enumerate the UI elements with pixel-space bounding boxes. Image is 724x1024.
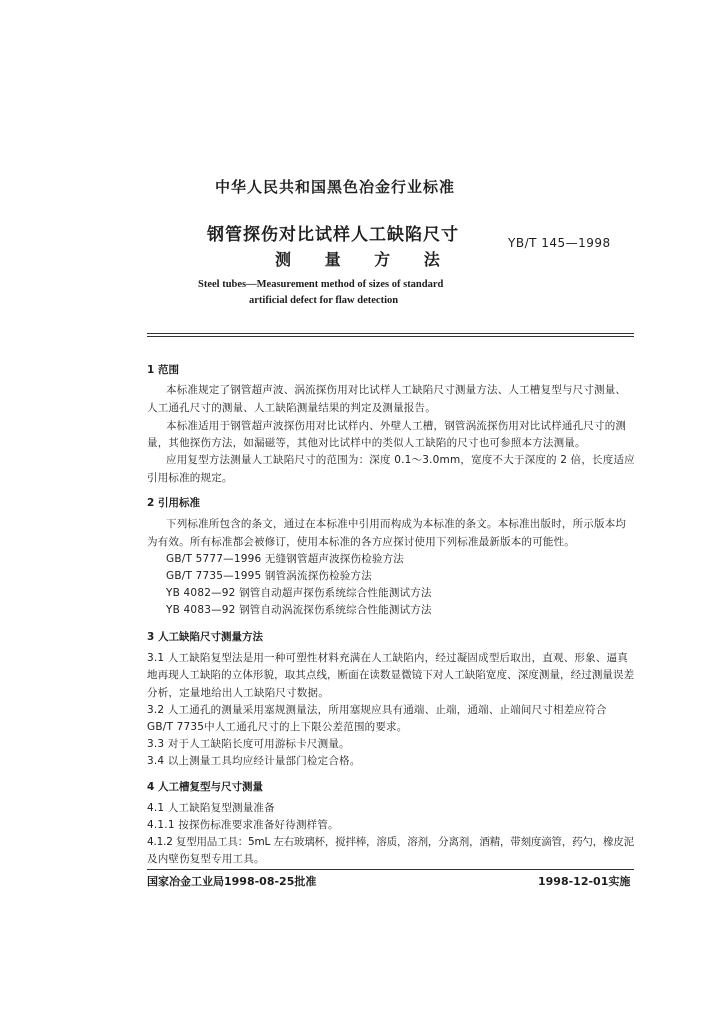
section-2-para-line1: 下列标准所包含的条文，通过在本标准中引用而构成为本标准的条文。本标准出版时，所示版本均 [166, 518, 627, 530]
reference-item: GB/T 7735—1995 钢管涡流探伤检验方法 [166, 570, 372, 582]
clause-4-1-2-line2: 及内壁伤复型专用工具。 [147, 853, 265, 865]
approval-date: 国家冶金工业局1998-08-25批准 [147, 875, 317, 888]
header-divider-bottom [147, 336, 634, 337]
section-2-heading: 2 引用标准 [147, 497, 200, 509]
section-1-para3-line1: 应用复型方法测量人工缺陷尺寸的范围为：深度 0.1～3.0mm，宽度不大于深度的 2 倍，长度适应 [166, 454, 635, 466]
document-title-line2: 测 量 方 法 [275, 250, 454, 269]
section-2-para-line2: 为有效。所有标准都会被修订，使用本标准的各方应探讨使用下列标准最新版本的可能性。 [147, 536, 575, 548]
document-title-line1: 钢管探伤对比试样人工缺陷尺寸 [207, 225, 459, 245]
english-title-line2: artificial defect for flaw detection [249, 295, 399, 306]
section-1-para1-line1: 本标准规定了钢管超声波、涡流探伤用对比试样人工缺陷尺寸测量方法、人工槽复型与尺寸测量、 [166, 384, 627, 396]
section-1-para2-line2: 量，其他探伤方法，如漏磁等，其他对比试样中的类似人工缺陷的尺寸也可参照本方法测量。 [147, 437, 586, 449]
section-4-heading: 4 人工槽复型与尺寸测量 [147, 781, 263, 793]
clause-3-2-line2: GB/T 7735中人工通孔尺寸的上下限公差范围的要求。 [147, 721, 408, 733]
reference-item: YB 4082—92 钢管自动超声探伤系统综合性能测试方法 [166, 587, 432, 599]
implementation-date: 1998-12-01实施 [538, 875, 631, 888]
footer-divider [147, 869, 634, 870]
english-title-line1: Steel tubes—Measurement method of sizes of standard [198, 279, 444, 290]
clause-4-1: 4.1 人工缺陷复型测量准备 [147, 802, 275, 814]
header-divider-top [147, 333, 634, 334]
section-1-para1-line2: 人工通孔尺寸的测量、人工缺陷测量结果的判定及测量报告。 [147, 402, 436, 414]
reference-item: GB/T 5777—1996 无缝钢管超声波探伤检验方法 [166, 553, 405, 565]
section-3-heading: 3 人工缺陷尺寸测量方法 [147, 631, 263, 643]
section-1-para2-line1: 本标准适用于钢管超声波探伤用对比试样内、外壁人工槽，钢管涡流探伤用对比试样通孔尺寸的测 [166, 420, 627, 432]
issuing-organization: 中华人民共和国黑色冶金行业标准 [215, 178, 456, 196]
reference-item: YB 4083—92 钢管自动涡流探伤系统综合性能测试方法 [166, 604, 432, 616]
clause-4-1-2-line1: 4.1.2 复型用品工具：5mL 左右玻璃杯，搅拌棒，溶质，溶剂，分离剂，酒精，带刻度滴管，药勺，橡皮泥 [147, 836, 634, 848]
clause-3-1-line1: 3.1 人工缺陷复型法是用一种可塑性材料充满在人工缺陷内，经过凝固成型后取出，直观、形象、逼真 [147, 652, 628, 664]
clause-3-1-line3: 分析，定量地给出人工缺陷尺寸数据。 [147, 687, 329, 699]
clause-4-1-1: 4.1.1 按探伤标准要求准备好待测样管。 [147, 819, 339, 831]
clause-3-4: 3.4 以上测量工具均应经计量部门检定合格。 [147, 755, 361, 767]
standard-number: YB/T 145—1998 [508, 236, 611, 250]
clause-3-1-line2: 地再现人工缺陷的立体形貌，取其点线，断面在读数显微镜下对人工缺陷宽度、深度测量，经过测量误差 [147, 669, 635, 681]
clause-3-2-line1: 3.2 人工通孔的测量采用塞规测量法，所用塞规应具有通端、止端，通端、止端间尺寸相差应符合 [147, 704, 607, 716]
section-1-para3-line2: 引用标准的规定。 [147, 472, 233, 484]
section-1-heading: 1 范围 [147, 364, 179, 376]
clause-3-3: 3.3 对于人工缺陷长度可用游标卡尺测量。 [147, 738, 350, 750]
